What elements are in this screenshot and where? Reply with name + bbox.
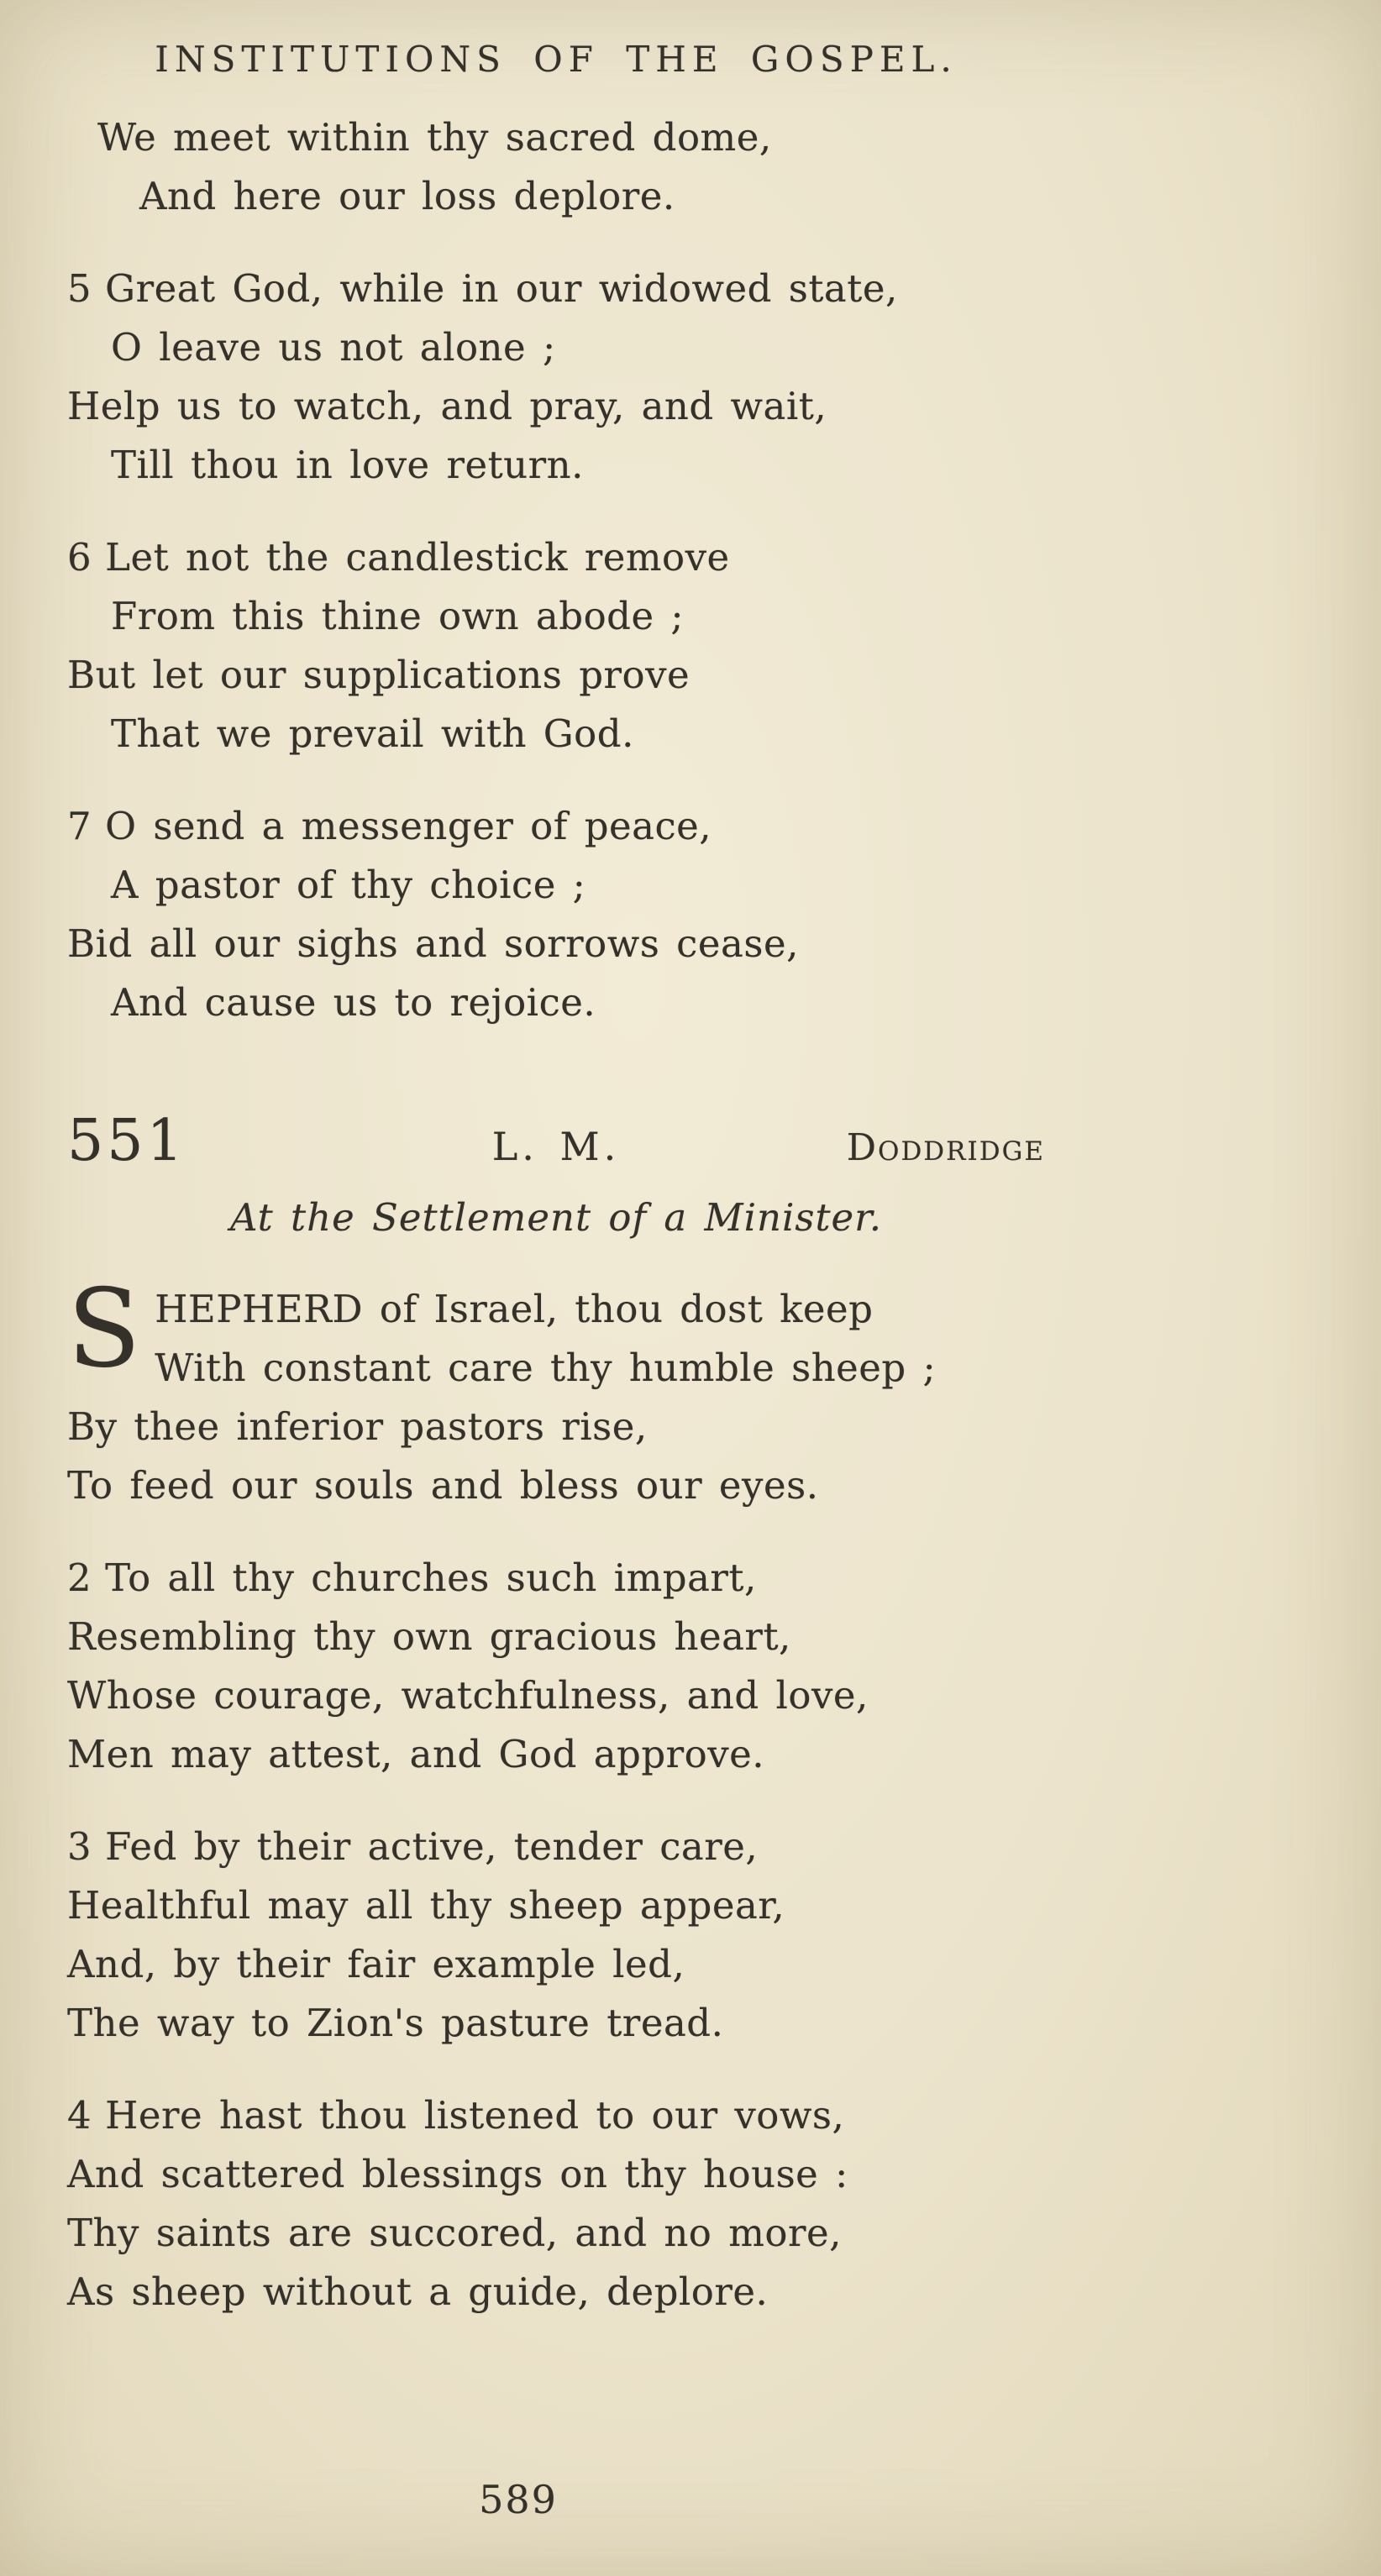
verse-line-text: Here hast thou listened to our vows, [105, 2093, 845, 2138]
verse-number: 7 [67, 804, 92, 848]
verse-number: 6 [67, 535, 92, 580]
verse-7 [67, 797, 1045, 1032]
verse-6 [67, 528, 1045, 763]
verse-line: To feed our souls and bless our eyes. [67, 1463, 819, 1508]
verse-line: Whose courage, watchfulness, and love, [67, 1673, 869, 1718]
verse-line [67, 1818, 1045, 1876]
hymn-meter: L. M. [491, 1124, 621, 1169]
page-number: 589 [479, 2477, 558, 2522]
verse-line [67, 528, 1045, 587]
verse-line: Till thou in love return. [111, 443, 584, 487]
verse-line: With constant care thy humble sheep ; [155, 1346, 937, 1390]
verse-fragment [67, 108, 1045, 226]
verse-number: 5 [67, 266, 92, 311]
verse-line-text: Fed by their active, tender care, [105, 1824, 759, 1869]
verse-line-text: Great God, while in our widowed state, [105, 266, 898, 311]
verse-line: Men may attest, and God approve. [67, 1732, 765, 1776]
verse-line: And, by their fair example led, [67, 1942, 685, 1986]
running-header: INSTITUTIONS OF THE GOSPEL. [155, 39, 958, 80]
verse-line: We meet within thy sacred dome, [97, 115, 772, 160]
verse-line: Healthful may all thy sheep appear, [67, 1883, 785, 1928]
hymn-title: At the Settlement of a Minister. [229, 1195, 883, 1240]
verse-line [67, 1549, 1045, 1608]
verse-line: And cause us to rejoice. [111, 980, 596, 1025]
drop-cap-letter: S [67, 1267, 142, 1392]
hymn-verse-4 [67, 2086, 1045, 2322]
verse-line [67, 2086, 1045, 2145]
verse-line: Bid all our sighs and sorrows cease, [67, 921, 799, 966]
verse-line: And here our loss deplore. [139, 174, 675, 218]
verse-line: But let our supplications prove [67, 653, 690, 697]
hymn-verse-2 [67, 1549, 1045, 1784]
verse-5 [67, 260, 1045, 495]
verse-line-text: Let not the candlestick remove [105, 535, 730, 580]
hymn-verse-3 [67, 1818, 1045, 2053]
verse-line: As sheep without a guide, deplore. [67, 2269, 769, 2314]
verse-line-text: O send a messenger of peace, [105, 804, 712, 848]
verse-line: From this thine own abode ; [111, 594, 685, 638]
hymn-number: 551 [67, 1108, 186, 1174]
verse-line: A pastor of thy choice ; [111, 863, 586, 907]
verse-line-text: HEPHERD of Israel, thou dost keep [155, 1287, 874, 1331]
verse-line: By thee inferior pastors rise, [67, 1404, 648, 1449]
hymn-author: Doddridge [846, 1126, 1046, 1169]
verse-line: That we prevail with God. [111, 711, 634, 756]
verse-line: Help us to watch, and pray, and wait, [67, 384, 827, 428]
verse-line [67, 797, 1045, 856]
verse-number: 4 [67, 2093, 92, 2138]
verse-line: O leave us not alone ; [111, 325, 556, 370]
hymn-heading [67, 1108, 1045, 1174]
verse-line-text: To all thy churches such impart, [105, 1556, 757, 1600]
verse-line: Resembling thy own gracious heart, [67, 1614, 791, 1659]
hymn-verse-1 [67, 1267, 1045, 1515]
verse-number: 2 [67, 1556, 92, 1600]
verse-line: And scattered blessings on thy house : [67, 2152, 848, 2196]
verse-line: Thy saints are succored, and no more, [67, 2211, 842, 2255]
verse-line: The way to Zion's pasture tread. [67, 2001, 724, 2045]
verse-line [67, 260, 1045, 318]
verse-number: 3 [67, 1824, 92, 1869]
